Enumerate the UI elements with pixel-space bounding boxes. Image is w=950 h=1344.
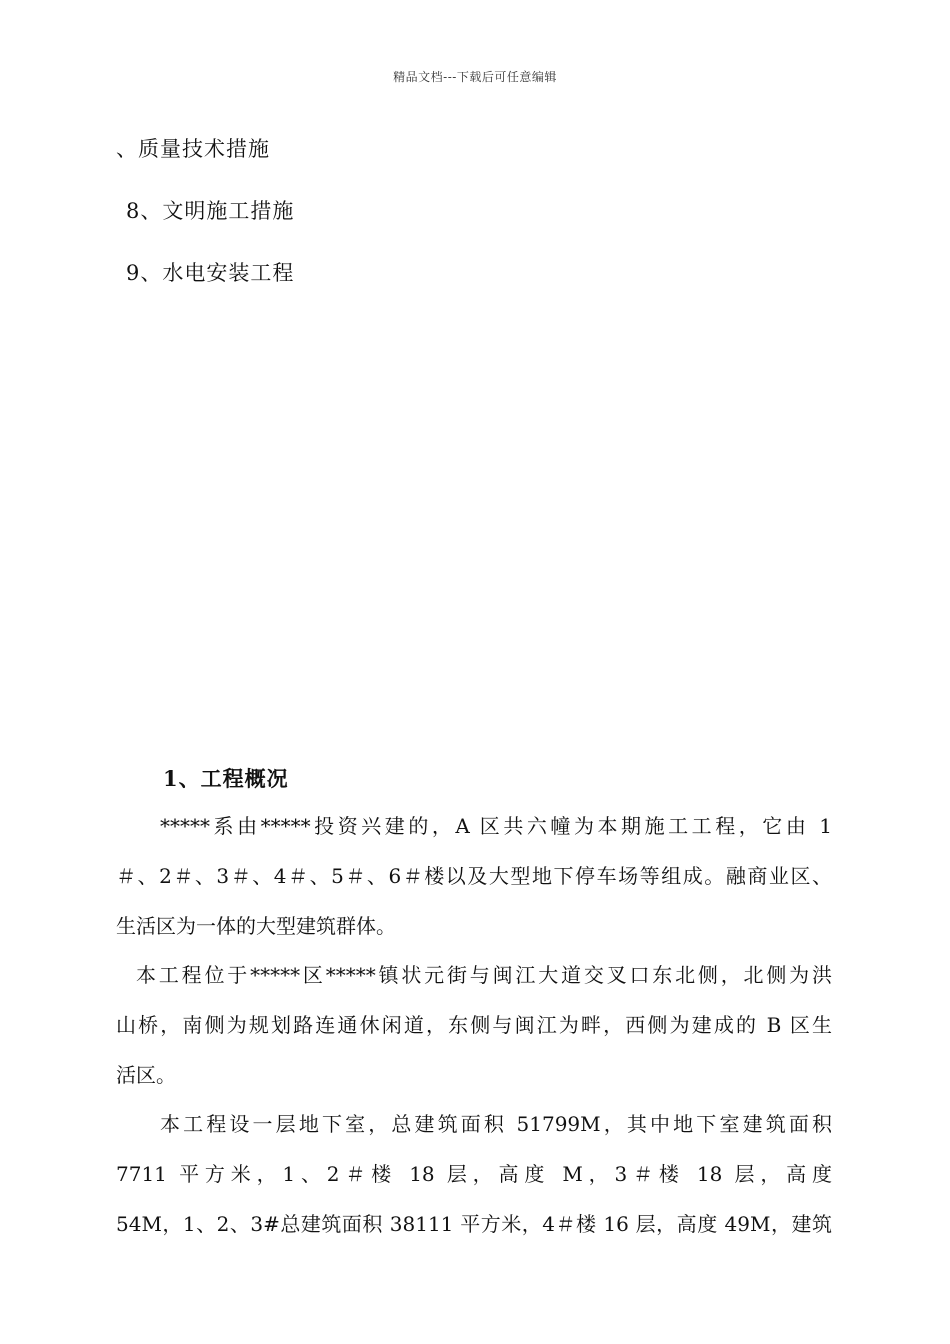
toc-item-quality-measures: 、质量技术措施 <box>116 137 270 161</box>
body-line: 生活区为一体的大型建筑群体。 <box>116 914 396 938</box>
body-line: 7711 平方米，1、2＃楼 18 层，高度 M，3＃楼 18 层，高度 <box>116 1162 832 1186</box>
body-line: 54M，1、2、3#总建筑面积 38111 平方米，4＃楼 16 层，高度 49M，建筑 <box>116 1212 832 1236</box>
body-line: 活区。 <box>116 1063 176 1087</box>
body-line: 本工程设一层地下室，总建筑面积 51799M，其中地下室建筑面积 <box>160 1112 832 1136</box>
body-line: ＃、2＃、3＃、4＃、5＃、6＃楼以及大型地下停车场等组成。融商业区、 <box>116 864 832 888</box>
body-line: 山桥，南侧为规划路连通休闲道，东侧与闽江为畔，西侧为建成的 B 区生 <box>116 1013 832 1037</box>
toc-item-water-electric-installation: 9、水电安装工程 <box>126 261 295 285</box>
body-line: 本工程位于*****区*****镇状元街与闽江大道交叉口东北侧，北侧为洪 <box>136 963 832 987</box>
section-title: 1、工程概况 <box>163 766 289 791</box>
page-header: 精品文档---下载后可任意编辑 <box>393 70 557 84</box>
body-line: *****系由*****投资兴建的，A 区共六幢为本期施工工程，它由 1 <box>160 814 832 838</box>
toc-item-civilized-construction: 8、文明施工措施 <box>126 199 295 223</box>
